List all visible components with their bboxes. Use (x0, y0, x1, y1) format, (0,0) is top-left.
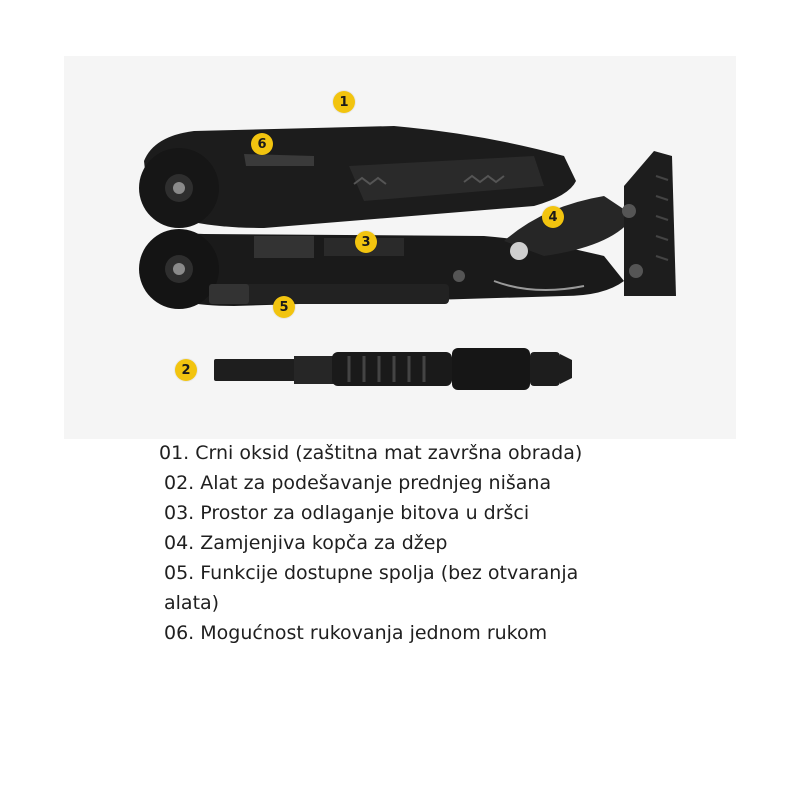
feature-list (159, 438, 639, 648)
callout-marker-2: 2 (175, 359, 197, 381)
callout-marker-6: 6 (251, 133, 273, 155)
callout-marker-1: 1 (333, 91, 355, 113)
feature-item-02: 02. Alat za podešavanje prednjeg nišana (164, 472, 552, 494)
callout-marker-4: 4 (542, 206, 564, 228)
multitool-illustration (64, 56, 736, 439)
callout-marker-5: 5 (273, 296, 295, 318)
sight-tool-tip (214, 359, 299, 381)
feature-item-03: 03. Prostor za odlaganje bitova u dršci (164, 502, 530, 524)
feature-item-04: 04. Zamjenjiva kopča za džep (164, 532, 448, 554)
feature-item-05: 05. Funkcije dostupne spolja (bez otvaranja alata) (164, 562, 579, 614)
callout-marker-3: 3 (355, 231, 377, 253)
feature-item-01: 01. Crni oksid (zaštitna mat završna obrada) (159, 442, 583, 464)
feature-item-06: 06. Mogućnost rukovanja jednom rukom (164, 622, 548, 644)
product-photo (64, 56, 736, 439)
